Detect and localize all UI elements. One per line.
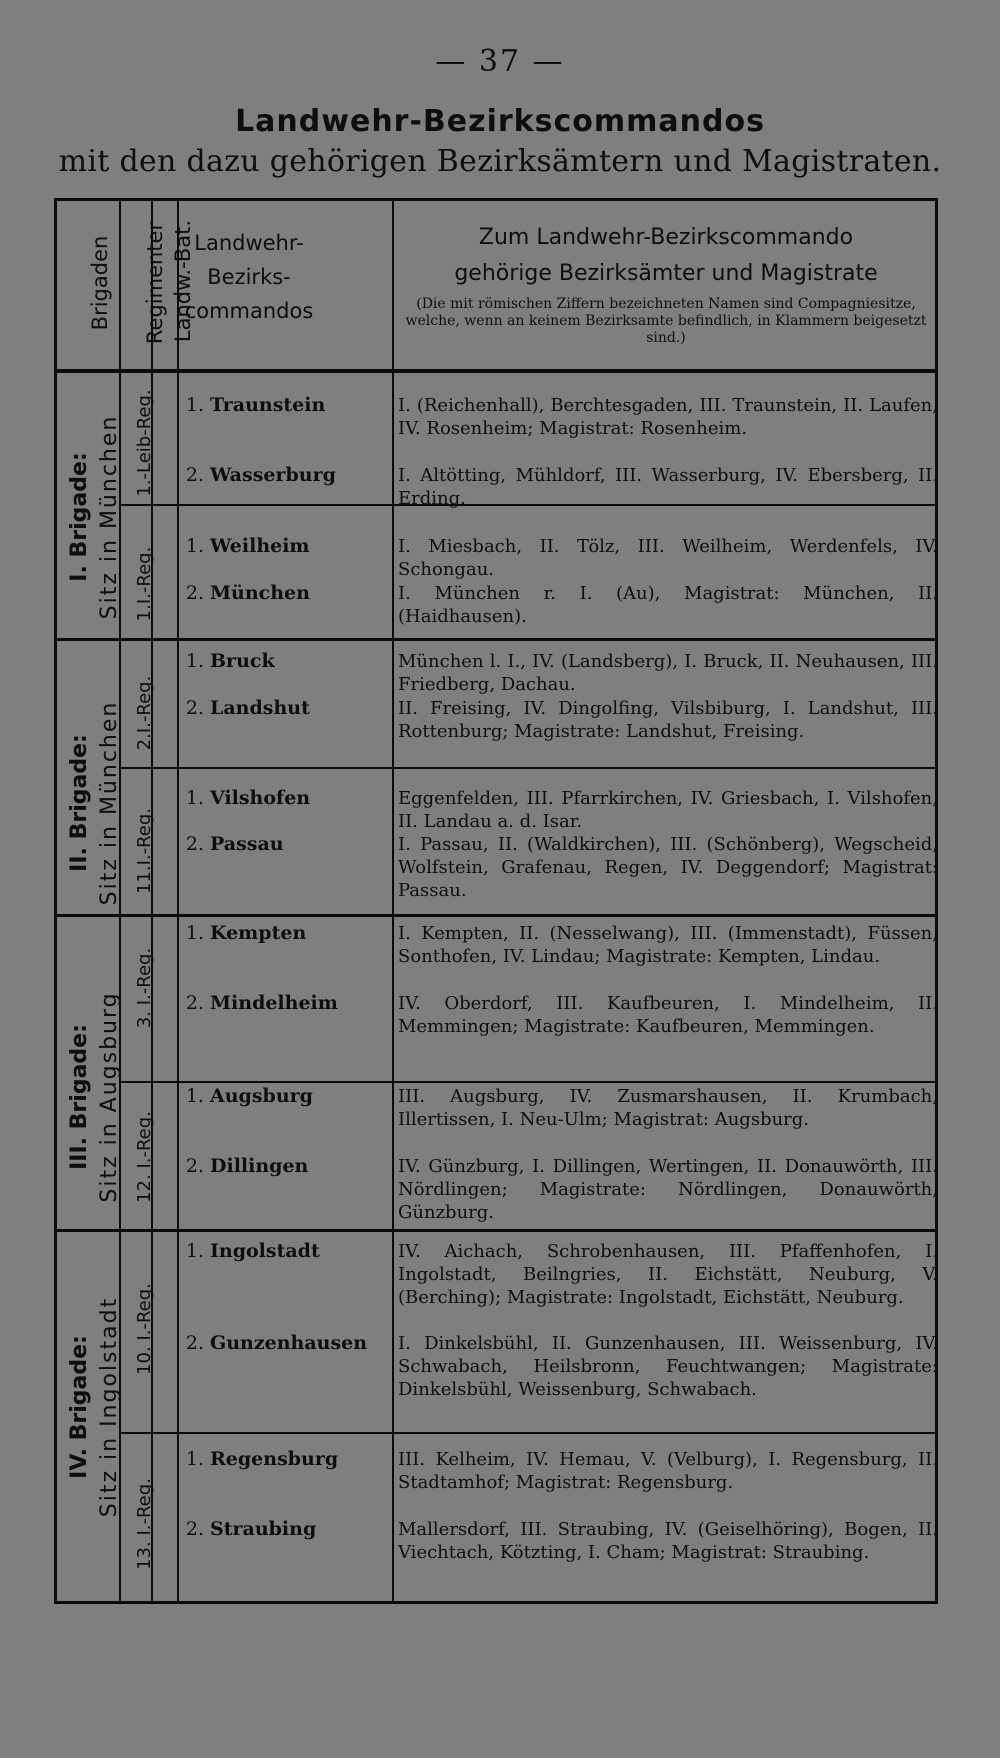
brigade-label: [65, 967, 127, 1227]
header-line: Bezirks-: [207, 265, 291, 289]
battalion-number: 1.: [185, 650, 204, 672]
battalion-number: 2.: [185, 464, 204, 486]
brigade-seat: Sitz in Augsburg: [97, 991, 122, 1203]
district-list: I. München r. I. (Au), Magistrat: München, II. (Haidhausen).: [398, 583, 938, 627]
brigade-name: I. Brigade:: [67, 452, 92, 582]
col-rule: [392, 201, 394, 1601]
brigade-name: III. Brigade:: [67, 1024, 92, 1170]
brigade-name: IV. Brigade:: [67, 1335, 92, 1479]
regiment-label: 3. I.-Reg.: [134, 947, 155, 1029]
district-list: I. Miesbach, II. Tölz, III. Weilheim, Werdenfels, IV. Schongau.: [398, 536, 938, 580]
regiment-label: 1.-Leib-Reg.: [134, 389, 155, 497]
battalion-number: 2.: [185, 1332, 204, 1354]
command-name: Regensburg: [210, 1448, 339, 1470]
district-list: I. Passau, II. (Waldkirchen), III. (Schönberg), Wegscheid, Wolfstein, Grafenau, Regen, IV. Deggendorf; Magistrat: Passau.: [398, 834, 938, 901]
command-name: Landshut: [210, 697, 310, 719]
battalion-number: 2.: [185, 992, 204, 1014]
battalion-number: 2.: [185, 1155, 204, 1177]
command-name: Passau: [210, 833, 284, 855]
regiment-label: 2.I.-Reg.: [134, 675, 155, 751]
regiment-label: 12. I.-Reg.: [134, 1111, 155, 1203]
battalion-number: 1.: [185, 1448, 204, 1470]
regiment-label: 10. I.-Reg.: [134, 1283, 155, 1375]
brigade-rule: [57, 1229, 935, 1232]
brigade-rule: [57, 638, 935, 641]
battalion-number: 1.: [185, 535, 204, 557]
header-brigaden: Brigaden: [88, 235, 112, 331]
district-list: München l. I., IV. (Landsberg), I. Bruck, II. Neuhausen, III. Friedberg, Dachau.: [398, 651, 938, 695]
command-name: Weilheim: [210, 535, 310, 557]
district-list: I. (Reichenhall), Berchtesgaden, III. Traunstein, II. Laufen, IV. Rosenheim; Magistrat: Rosenheim.: [398, 395, 938, 439]
battalion-number: 1.: [185, 394, 204, 416]
header-line: Zum Landwehr-Bezirkscommando: [478, 225, 854, 250]
regiment-rule: [121, 1432, 935, 1434]
regiment-label: 1.I.-Reg.: [134, 546, 155, 622]
page-subtitle: mit den dazu gehörigen Bezirksämtern und Magistraten.: [58, 144, 942, 179]
regiment-label: 11.I.-Reg.: [134, 807, 155, 895]
district-list: Eggenfelden, III. Pfarrkirchen, IV. Griesbach, I. Vilshofen, II. Landau a. d. Isar.: [398, 788, 938, 832]
header-note: (Die mit römischen Ziffern bezeichneten Namen sind Compagniesitze, welche, wenn an keinem Bezirksamte befindlich, in Klammern beigesetzt sind.): [405, 296, 927, 346]
district-list: IV. Oberdorf, III. Kaufbeuren, I. Mindelheim, II. Memmingen; Magistrate: Kaufbeuren, Memmingen.: [398, 993, 938, 1037]
command-name: Augsburg: [210, 1085, 313, 1107]
command-name: Gunzenhausen: [210, 1332, 368, 1354]
battalion-number: 2.: [185, 697, 204, 719]
page-number: — 37 —: [435, 44, 565, 79]
district-list: III. Augsburg, IV. Zusmarshausen, II. Krumbach, Illertissen, I. Neu-Ulm; Magistrat: Augsburg.: [398, 1086, 938, 1130]
command-name: Kempten: [210, 922, 307, 944]
command-name: Traunstein: [210, 394, 326, 416]
district-list: Mallersdorf, III. Straubing, IV. (Geiselhöring), Bogen, II. Viechtach, Kötzting, I. Cham; Magistrat: Straubing.: [398, 1519, 938, 1563]
district-list: III. Kelheim, IV. Hemau, V. (Velburg), I. Regensburg, II. Stadtamhof; Magistrat: Regensburg.: [398, 1449, 938, 1493]
regiment-rule: [121, 1081, 935, 1083]
header-line: Landwehr-: [194, 231, 304, 255]
header-zum-bezirkscommando: [396, 220, 936, 292]
brigade-rule: [57, 914, 935, 917]
brigade-label: [65, 673, 127, 933]
battalion-number: 2.: [185, 833, 204, 855]
header-line: commandos: [184, 299, 314, 323]
brigade-seat: Sitz in Ingolstadt: [97, 1296, 122, 1518]
command-name: Bruck: [210, 650, 275, 672]
regiment-rule: [121, 767, 935, 769]
command-name: Dillingen: [210, 1155, 309, 1177]
command-name: München: [210, 582, 310, 604]
district-list: I. Dinkelsbühl, II. Gunzenhausen, III. Weissenburg, IV. Schwabach, Heilsbronn, Feuchtwangen; Magistrate: Dinkelsbühl, Weissenburg, Schwabach.: [398, 1333, 938, 1400]
district-list: I. Altötting, Mühldorf, III. Wasserburg, IV. Ebersberg, II. Erding.: [398, 465, 938, 509]
header-regimenter: Regimenter: [143, 221, 167, 345]
district-list: IV. Aichach, Schrobenhausen, III. Pfaffenhofen, I. Ingolstadt, Beilngries, II. Eichstätt, Neuburg, V. (Berching); Magistrate: Ingolstadt, Eichstätt, Neuburg.: [398, 1241, 938, 1308]
battalion-number: 1.: [185, 787, 204, 809]
header-landw-bat: Landw.-Bat.: [171, 219, 195, 343]
page-title: Landwehr-Bezirkscommandos: [235, 104, 765, 139]
district-list: IV. Günzburg, I. Dillingen, Wertingen, II. Donauwörth, III. Nördlingen; Magistrate: Nördlingen, Donauwörth, Günzburg.: [398, 1156, 938, 1223]
battalion-number: 1.: [185, 1085, 204, 1107]
regiment-label: 13. I.-Reg.: [134, 1478, 155, 1570]
brigade-label: [65, 387, 127, 647]
district-list: I. Kempten, II. (Nesselwang), III. (Immenstadt), Füssen, Sonthofen, IV. Lindau; Magistrate: Kempten, Lindau.: [398, 923, 938, 967]
district-list: II. Freising, IV. Dingolfing, Vilsbiburg, I. Landshut, III. Rottenburg; Magistrate: Landshut, Freising.: [398, 698, 938, 742]
brigade-label: [65, 1277, 127, 1537]
command-name: Mindelheim: [210, 992, 338, 1014]
header-rule: [57, 369, 935, 373]
header-landwehr-bezirks-commandos: [174, 226, 324, 328]
battalion-number: 2.: [185, 582, 204, 604]
brigade-seat: Sitz in München: [97, 700, 122, 906]
battalion-number: 1.: [185, 1240, 204, 1262]
command-name: Vilshofen: [210, 787, 311, 809]
battalion-number: 1.: [185, 922, 204, 944]
header-line: gehörige Bezirksämter und Magistrate: [454, 261, 878, 286]
brigade-seat: Sitz in München: [97, 414, 122, 620]
command-name: Wasserburg: [210, 464, 336, 486]
battalion-number: 2.: [185, 1518, 204, 1540]
brigade-name: II. Brigade:: [67, 734, 92, 872]
command-name: Ingolstadt: [210, 1240, 320, 1262]
command-name: Straubing: [210, 1518, 317, 1540]
